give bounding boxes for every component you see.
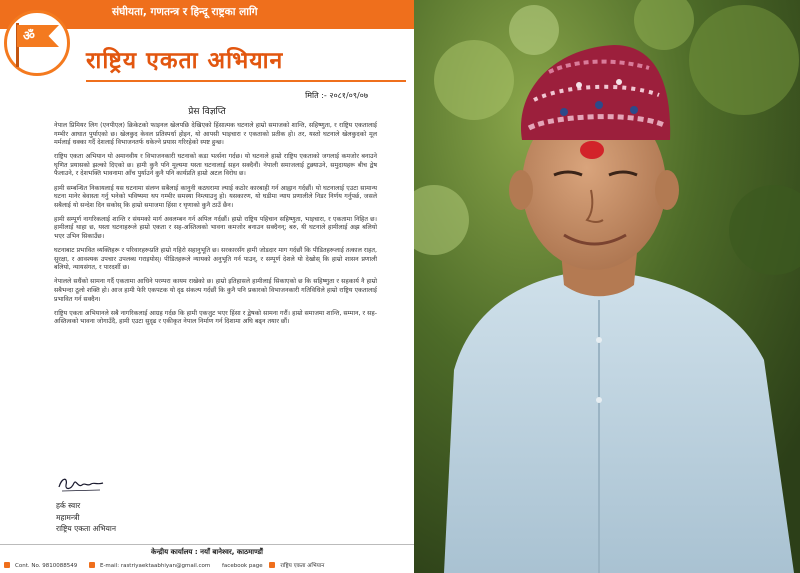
contact-facebook: facebook page राष्ट्रिय एकता अभियान <box>222 563 325 569</box>
signatory-block <box>56 500 116 535</box>
organization-name: राष्ट्रिय एकता अभियान <box>86 48 284 74</box>
body-paragraph: हामी सम्पूर्ण नागरिकलाई शान्ति र संयमको मार्ग अवलम्बन गर्न अपिल गर्दछौं। हाम्रो राष्ट्रिय पहिचान सहिष्णुता, भाइचारा, र एकतामा निहित छ। हामीलाई थाहा छ, यस्ता घटनाहरूले हाम्रो एकता र सह-अस्तित्वको भावना कमजोर बनाउन सक्दैनन्; बरु, यी घटनाले हामीलाई अझ बलियो भएर उभिन सिकाउँछ। <box>54 215 377 241</box>
body-paragraph: राष्ट्रिय एकता अभियानले सबै नागरिकलाई आग्रह गर्दछ कि हामी एकजुट भएर हिंसा र द्वेषको सामना गरौं। हाम्रो समाजमा शान्ति, सम्मान, र सह-अस्तित्वको भावना जोगाउँदै, हामी एउटा सुदृढ र एकीकृत नेपाल निर्माण गर्न दिशामा अघि बढ्न तयार छौं। <box>54 309 377 326</box>
contact-email: E-mail: rastriyaektaabhiyan@gmail.com <box>89 563 215 569</box>
body-paragraph: राष्ट्रिय एकता अभियान यो अमानवीय र विभाजनकारी घटनाको कडा भर्त्सना गर्दछ। यो घटनाले हाम्रो राष्ट्रिय एकताको जगलाई कमजोर बनाउने घृणित प्रयासको झल्को दिएको छ। हामी कुनै पनि मूल्यमा यस्ता घटनालाई सहन सक्दैनौं। नेपाली समाजलाई टुक्र्याउने, समुदायहरू बीच द्वेष फैलाउने, र देशभक्ति भावनामा आँच पुर्याउने कुनै पनि कार्यप्रति हाम्रो अटल विरोध छ। <box>54 153 377 178</box>
body-paragraph: हामी सम्बन्धित निकायलाई यस घटनामा संलग्न सबैलाई कानुनी कठघरामा ल्याई कठोर कारबाही गर्न आह्वान गर्दछौं। यो घटनालाई एउटा सामान्य घटना मानेर बेवास्ता गर्नु भनेको भविष्यमा थप गम्भीर समस्या निम्त्याउनु हो। यसकारण, यो घडीमा न्याय प्रणालीले निडर निर्णय गर्नुपर्छ, जसले सबैलाई यो सन्देश दिन सकोस् कि हाम्रो समाजमा हिंसा र घृणाको कुनै ठाउँ छैन। <box>54 184 377 209</box>
signatory-organization: राष्ट्रिय एकता अभियान <box>56 524 116 533</box>
email-icon <box>89 562 95 568</box>
document-title: प्रेस विज्ञप्ति <box>188 107 226 117</box>
heading-divider <box>86 80 406 82</box>
handwritten-signature <box>56 473 106 495</box>
letter-body <box>54 122 377 332</box>
om-flag-logo-icon: ॐ <box>4 10 70 76</box>
footer-contacts <box>4 561 414 569</box>
letter-date: मिति :- २०८१/०९/०७ <box>305 91 368 100</box>
footer-divider <box>0 544 414 545</box>
contact-number: Cont. No. 9810088549 <box>4 563 82 569</box>
signatory-name: हर्क स्वार <box>56 501 81 510</box>
phone-icon <box>4 562 10 568</box>
central-office-address: केन्द्रीय कार्यालय : नयाँ बानेश्वर, काठमाण्डौं <box>151 548 263 556</box>
body-paragraph: घटनाबाट प्रभावित व्यक्तिहरू र परिवारहरूप्रति हाम्रो गहिरो सहानुभूति छ। सरकारसँग हामी जोडदार माग गर्दछौं कि पीडितहरूलाई तत्काल राहत, सुरक्षा, र आवश्यक उपचार उपलब्ध गराइयोस्। पीडितहरूले न्यायको अनुभूति गर्न पाउन्, र सम्पूर्ण देशले यो देखोस् कि हाम्रो शासन प्रणाली बलियो, न्यायसंगत, र पारदर्शी छ। <box>54 247 377 272</box>
facebook-icon <box>269 562 275 568</box>
body-paragraph: नेपालले सधैंको सामना गर्दै एकतामा आधिने परम्परा कायम राखेको छ। हाम्रो इतिहासले हामीलाई सिकाएको छ कि सहिष्णुता र सहकार्य नै हाम्रो सबैभन्दा ठूलो शक्ति हो। आज हामी फेरि एकपटक यो दृढ संकल्प गर्दछौं कि कुनै पनि प्रकारको विभाजनकारी गतिविधिले हाम्रो राष्ट्रिय एकतालाई प्रभावित गर्न सक्दैन। <box>54 278 377 303</box>
body-paragraph: नेपाल प्रिमियर लिग (एनपीएल) क्रिकेटको फाइनल खेलपछि देखिएको हिंसात्मक घटनाले हाम्रो समाजको शान्ति, सहिष्णुता, र राष्ट्रिय एकतालाई गम्भीर आघात पुर्याएको छ। खेलकुद केवल प्रतिस्पर्धा होइन, यो आपसी भाइचारा र एकताको प्रतीक हो। तर, यस्तो घटनाले खेलकुदको मूल मर्मलाई धक्का गर्दै देशलाई विभाजनतर्फ धकेल्ने प्रयास गरिरहेको स्पष्ट हुन्छ। <box>54 122 377 147</box>
portrait-photo-illustration <box>414 0 800 573</box>
portrait-photo <box>414 0 800 573</box>
signatory-position: महामन्त्री <box>56 512 80 522</box>
letterhead-slogan: संघीयता, गणतन्त्र र हिन्दू राष्ट्रका लागि <box>112 6 258 18</box>
